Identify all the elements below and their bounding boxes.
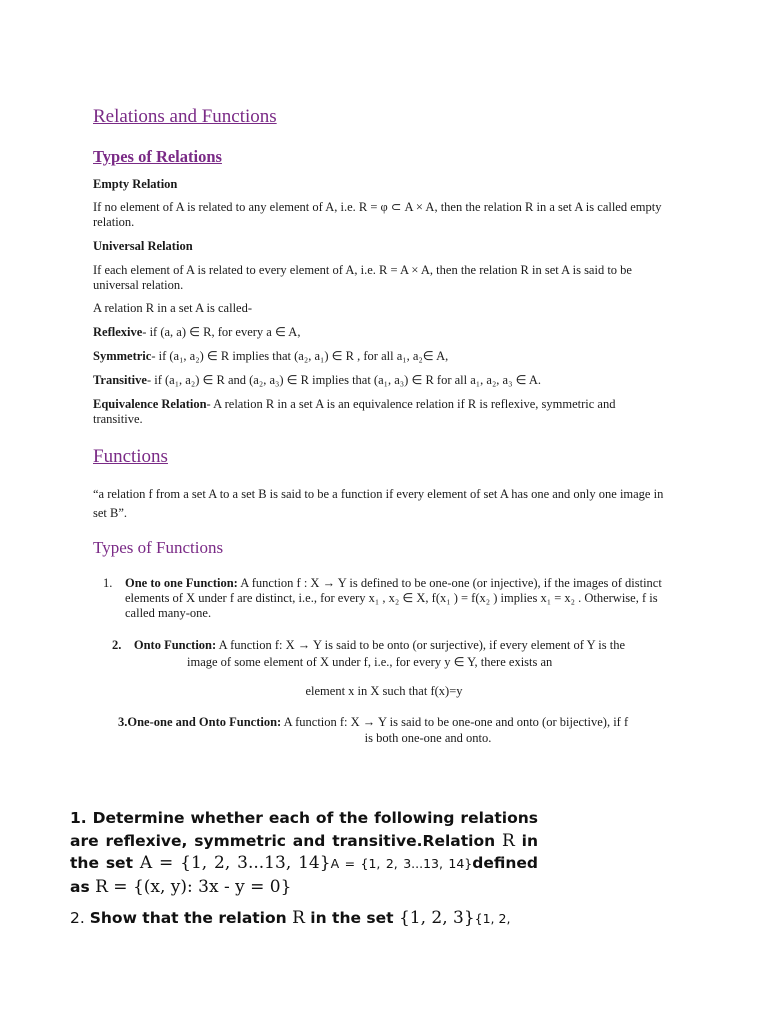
- question-2-relation-symbol: R: [292, 908, 305, 928]
- one-to-one-text: A function f : X → Y is defined to be one-one (or injective), if the images of distinct elements of X under f are distinct, i.e., for every x₁ , x₂ ∈ X, f(x₁ ) = f(x₂ ) implies x₁ = x₂ . Otherwise, f is called many-one.: [125, 576, 662, 620]
- onto-label: Onto Function:: [133, 638, 217, 652]
- types-of-functions-heading: Types of Functions: [93, 538, 224, 557]
- question-1-lead: 1. Determine whether each of the following relations are reflexive, symmetric and transitive.Relation: [70, 809, 538, 850]
- functions-heading: Functions: [93, 446, 168, 467]
- one-one-onto-text-1: A function f: X → Y is said to be one-one and onto (or bijective), if f: [281, 715, 629, 729]
- question-2-number: 2.: [70, 909, 90, 927]
- one-one-onto-label: 3.One-one and Onto Function:: [118, 715, 282, 729]
- onto-text-3: element x in X such that f(x)=y: [305, 684, 463, 698]
- equivalence-text: - A relation R in a set A is an equivalence relation if R is reflexive, symmetric and transitive.: [93, 397, 616, 426]
- transitive-label: Transitive: [93, 373, 147, 387]
- one-to-one-item: [103, 576, 669, 621]
- one-to-one-label: One to one Function:: [125, 576, 238, 590]
- reflexive-label: Reflexive: [93, 325, 143, 339]
- question-2-in-the-set: in the set: [304, 909, 399, 927]
- question-2-set-math: {1, 2, 3}: [398, 908, 475, 928]
- question-1-set-math: A = {1, 2, 3...13, 14}: [139, 853, 331, 873]
- question-1: [70, 807, 538, 898]
- transitive-definition: [93, 373, 665, 388]
- question-1-in-the-set: in the set: [70, 831, 538, 872]
- one-one-onto-item: [118, 714, 678, 746]
- empty-relation-label: Empty Relation: [93, 177, 178, 191]
- empty-relation-text: If no element of A is related to any element of A, i.e. R = φ ⊂ A × A, then the relation R in a set A is called empty relation.: [93, 200, 662, 229]
- types-of-relations-heading: Types of Relations: [93, 147, 222, 166]
- onto-text-2: image of some element of X under f, i.e., for every y ∈ Y, there exists an: [187, 655, 553, 669]
- list-number: 1.: [103, 576, 113, 590]
- equivalence-definition: [93, 397, 665, 427]
- onto-text-1: A function f: X → Y is said to be onto (or surjective), if every element of Y is the: [216, 638, 626, 652]
- universal-relation-text: If each element of A is related to every element of A, i.e. R = A × A, then the relation R in set A is said to be universal relation.: [93, 263, 632, 292]
- question-1-set-plain: A = {1, 2, 3...13, 14}: [330, 856, 473, 871]
- list-number: 2.: [112, 638, 122, 652]
- symmetric-text: - if (a₁, a₂) ∈ R implies that (a₂, a₁) ∈ R , for all a₁, a₂∈ A,: [151, 349, 449, 363]
- question-1-relation-math: R = {(x, y): 3x - y = 0}: [95, 876, 292, 897]
- question-1-relation-symbol: R: [502, 830, 515, 851]
- question-2-lead: Show that the relation: [89, 909, 293, 927]
- function-definition: “a relation f from a set A to a set B is said to be a function if every element of set A has one and only one image in set B”.: [93, 487, 664, 520]
- question-1-defined-as: defined as: [70, 854, 539, 896]
- page-title: Relations and Functions: [93, 106, 277, 127]
- symmetric-label: Symmetric: [93, 349, 152, 363]
- question-2-set-plain: {1, 2,: [474, 911, 511, 926]
- reflexive-text: - if (a, a) ∈ R, for every a ∈ A,: [142, 325, 301, 339]
- reflexive-definition: [93, 325, 665, 340]
- transitive-text: - if (a₁, a₂) ∈ R and (a₂, a₃) ∈ R implies that (a₁, a₃) ∈ R for all a₁, a₂, a₃ ∈ A.: [146, 373, 542, 387]
- universal-relation-label: Universal Relation: [93, 239, 193, 253]
- question-2: [70, 907, 538, 931]
- relation-intro: A relation R in a set A is called-: [93, 301, 252, 315]
- onto-item: [112, 637, 674, 671]
- one-one-onto-text-2: is both one-one and onto.: [364, 731, 492, 745]
- equivalence-label: Equivalence Relation: [93, 397, 207, 411]
- symmetric-definition: [93, 349, 665, 364]
